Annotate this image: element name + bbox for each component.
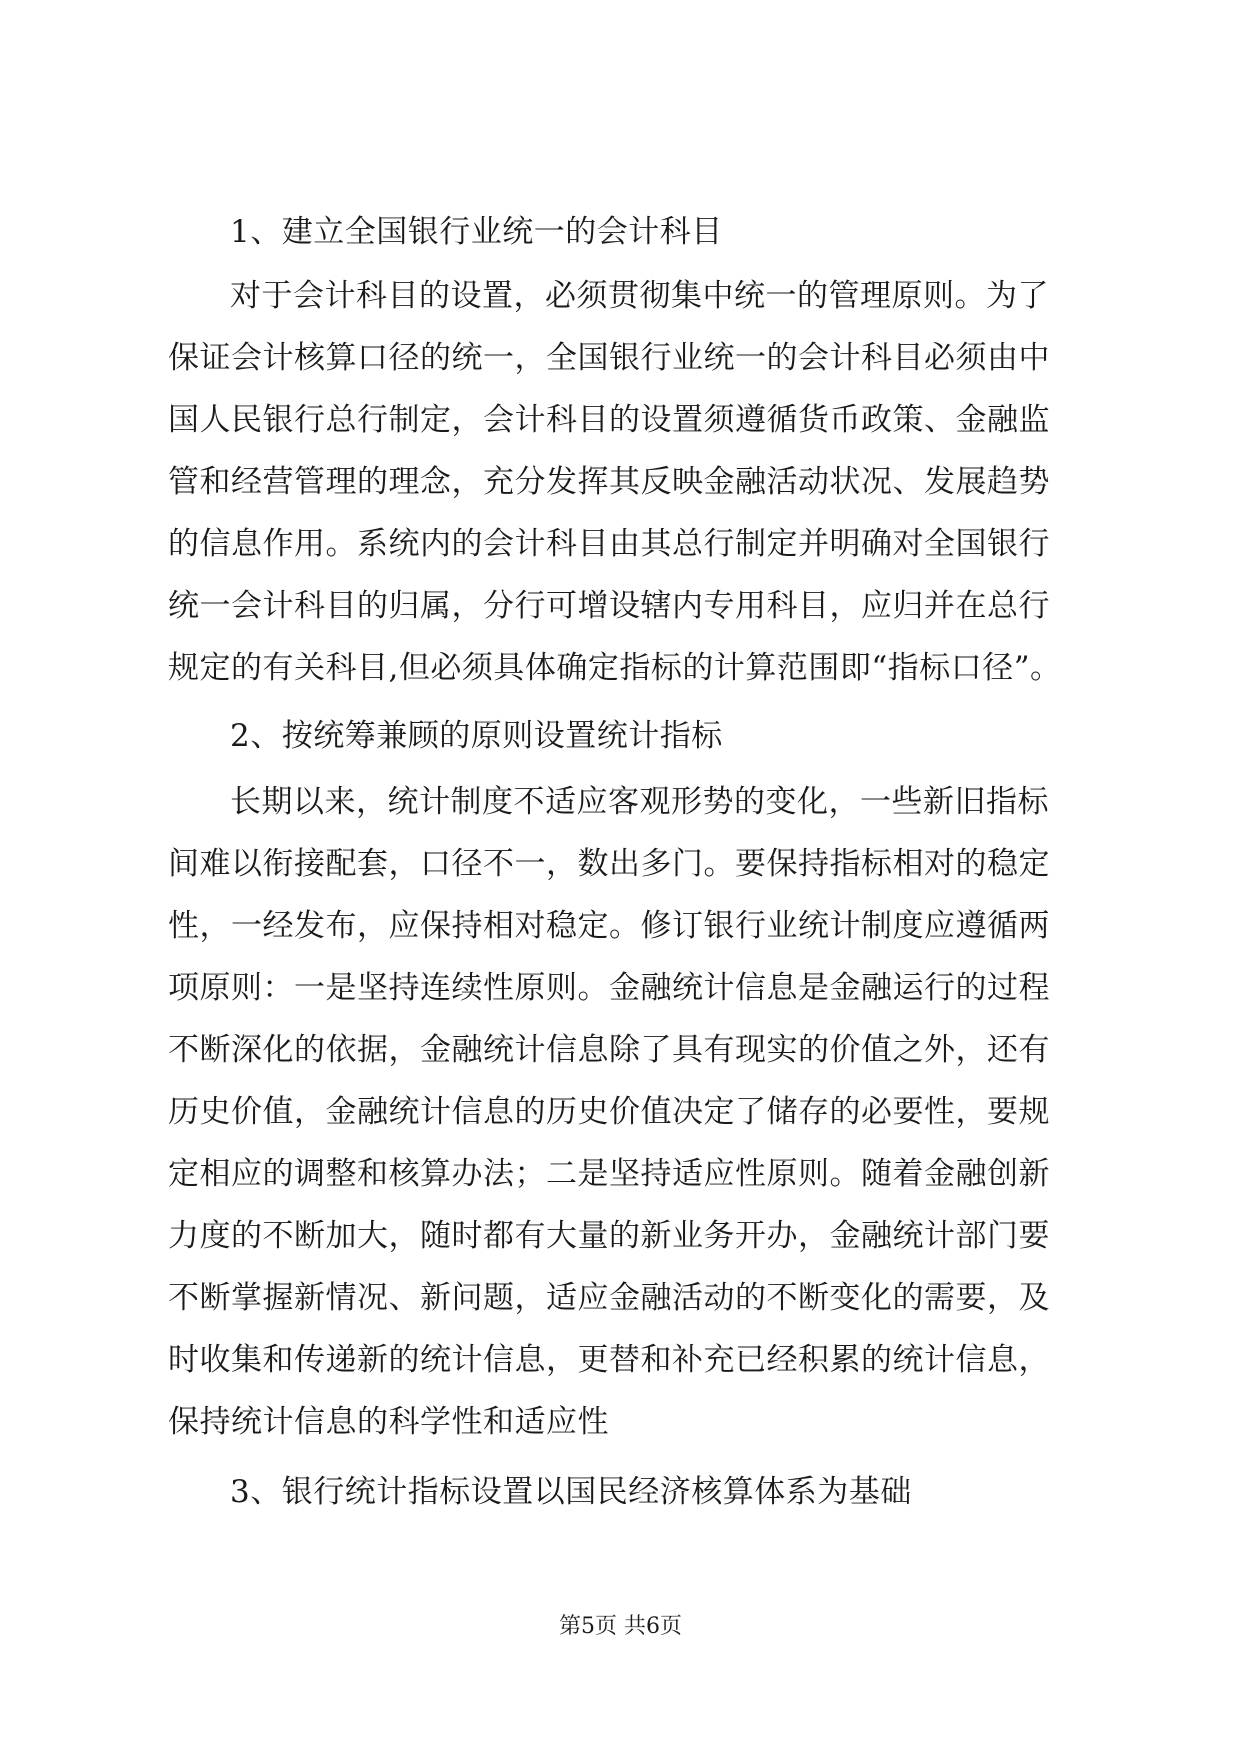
section-2-line-5: 不断深化的依据，金融统计信息除了具有现实的价值之外，还有 xyxy=(168,1032,1050,1068)
section-3-heading: 3、银行统计指标设置以国民经济核算体系为基础 xyxy=(230,1474,912,1510)
section-1-heading: 1、建立全国银行业统一的会计科目 xyxy=(230,214,723,250)
section-2-line-10: 时收集和传递新的统计信息，更替和补充已经积累的统计信息， xyxy=(168,1342,1050,1378)
section-2-line-9: 不断掌握新情况、新问题，适应金融活动的不断变化的需要，及 xyxy=(168,1280,1050,1316)
section-2-line-2: 间难以衔接配套，口径不一，数出多门。要保持指标相对的稳定 xyxy=(168,846,1050,882)
section-2-heading: 2、按统筹兼顾的原则设置统计指标 xyxy=(230,718,723,754)
section-1-line-3: 国人民银行总行制定，会计科目的设置须遵循货币政策、金融监 xyxy=(168,402,1050,438)
section-2-line-4: 项原则：一是坚持连续性原则。金融统计信息是金融运行的过程 xyxy=(168,970,1050,1006)
section-1-line-6: 统一会计科目的归属，分行可增设辖内专用科目，应归并在总行 xyxy=(168,588,1050,624)
section-2-line-7: 定相应的调整和核算办法；二是坚持适应性原则。随着金融创新 xyxy=(168,1156,1050,1192)
section-1-line-4: 管和经营管理的理念，充分发挥其反映金融活动状况、发展趋势 xyxy=(168,464,1050,500)
section-1-line-5: 的信息作用。系统内的会计科目由其总行制定并明确对全国银行 xyxy=(168,526,1050,562)
section-1-line-1: 对于会计科目的设置，必须贯彻集中统一的管理原则。为了 xyxy=(230,278,1049,314)
section-2-line-11: 保持统计信息的科学性和适应性 xyxy=(168,1404,609,1440)
section-2-line-3: 性，一经发布，应保持相对稳定。修订银行业统计制度应遵循两 xyxy=(168,908,1050,944)
section-2-line-1: 长期以来，统计制度不适应客观形势的变化，一些新旧指标 xyxy=(230,784,1049,820)
page-number-footer: 第5页 共6页 xyxy=(559,1614,682,1639)
section-2-line-8: 力度的不断加大，随时都有大量的新业务开办，金融统计部门要 xyxy=(168,1218,1050,1254)
section-1-line-2: 保证会计核算口径的统一，全国银行业统一的会计科目必须由中 xyxy=(168,340,1050,376)
section-2-line-6: 历史价值，金融统计信息的历史价值决定了储存的必要性，要规 xyxy=(168,1094,1050,1130)
section-1-line-7: 规定的有关科目,但必须具体确定指标的计算范围即“指标口径”。 xyxy=(168,650,1062,686)
